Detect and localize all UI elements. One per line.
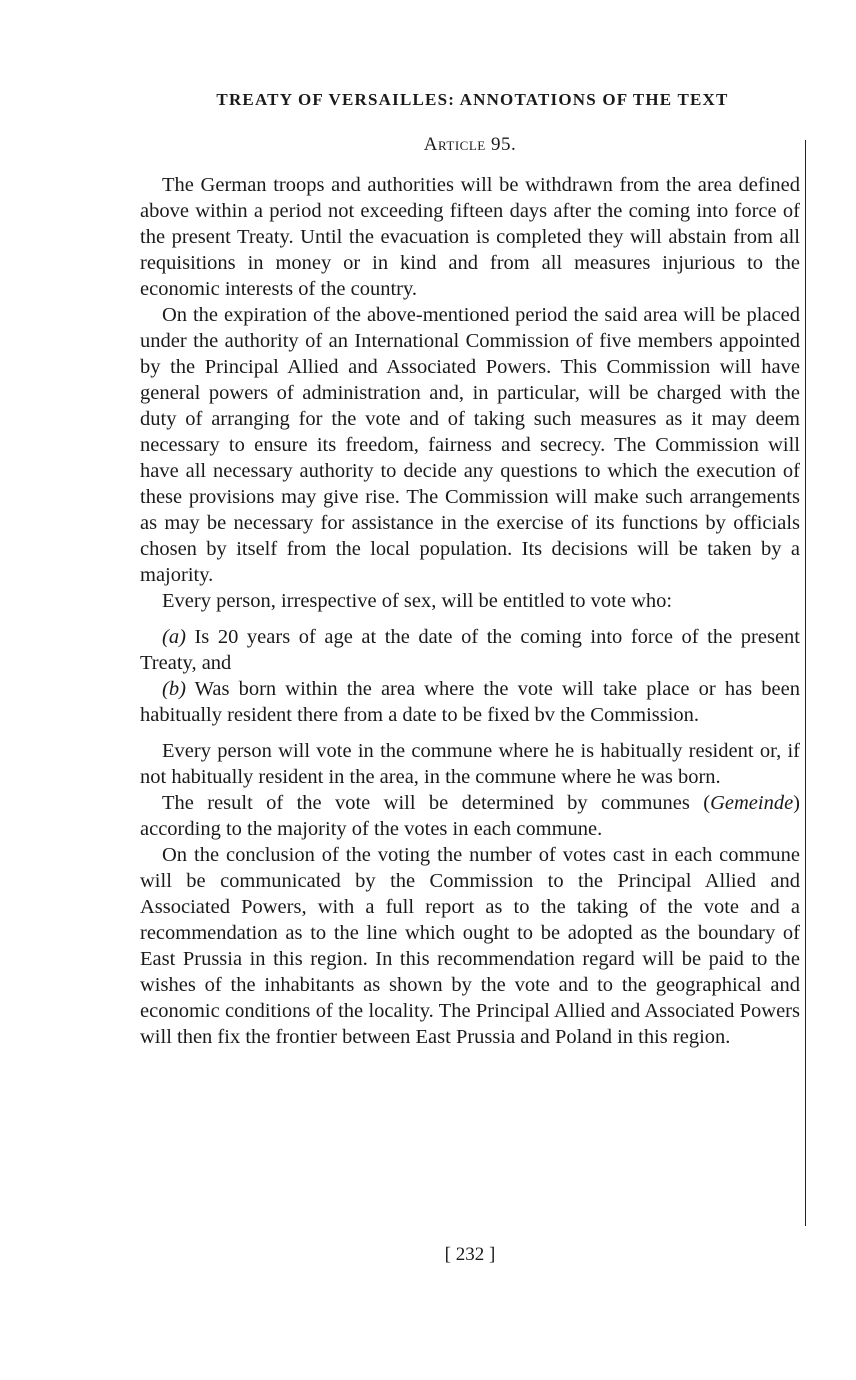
running-head: TREATY OF VERSAILLES: ANNOTATIONS OF THE TEXT <box>216 90 729 109</box>
margin-rule <box>805 140 806 1226</box>
result-text-end: ) according to the majority of the votes in each commune. <box>140 792 800 840</box>
list-item-b-marker: (b) <box>162 678 186 700</box>
article-title: Article 95. <box>423 134 517 155</box>
list-item-b-text: Was born within the area where the vote will take place or has been habitually resident there from a date to be fixed bv the Commission. <box>140 678 800 726</box>
page-number: [ 232 ] <box>444 1244 496 1265</box>
list-item-a-marker: (a) <box>162 626 186 648</box>
paragraph-result <box>140 790 800 842</box>
result-text-italic: Gemeinde <box>710 792 794 814</box>
list-item-a-text: Is 20 years of age at the date of the coming into force of the present Treaty, and <box>140 626 800 674</box>
list-item-a <box>140 624 800 676</box>
list-item-b <box>140 676 800 728</box>
article-body <box>140 172 800 1050</box>
paragraph-conclusion: On the conclusion of the voting the number of votes cast in each commune will be communicated by the Commission to the Principal Allied and Associated Powers, with a full report as to the taking of the vote and a recommendation as to the line which ought to be adopted as the boundary of East Prussia in this region. In this recommendation regard will be paid to the wishes of the inhabitants as shown by the vote and to the geographical and economic conditions of the locality. The Principal Allied and Associated Powers will then fix the frontier between East Prussia and Poland in this region. <box>140 844 800 1048</box>
paragraph-voting-eligibility: Every person, irrespective of sex, will be entitled to vote who: <box>162 590 673 612</box>
result-text-start: The result of the vote will be determined by communes ( <box>162 792 711 814</box>
paragraph-withdrawal: The German troops and authorities will be withdrawn from the area defined above within a period not exceeding fifteen days after the coming into force of the present Treaty. Until the evacuation is completed they will abstain from all requisitions in money or in kind and from all measures injurious to the economic interests of the country. <box>140 174 800 300</box>
paragraph-commission: On the expiration of the above-mentioned period the said area will be placed under the authority of an International Commission of five members appointed by the Principal Allied and Associated Powers. This Commission will have general powers of administration and, in particular, will be charged with the duty of arranging for the vote and of taking such measures as it may deem necessary to ensure its freedom, fairness and secrecy. The Commission will have all necessary authority to decide any questions to which the execution of these provisions may give rise. The Commission will make such arrangements as may be necessary for assistance in the exercise of its functions by officials chosen by itself from the local population. Its decisions will be taken by a majority. <box>140 304 800 586</box>
paragraph-commune-voting: Every person will vote in the commune where he is habitually resident or, if not habitually resident in the area, in the commune where he was born. <box>140 740 800 788</box>
